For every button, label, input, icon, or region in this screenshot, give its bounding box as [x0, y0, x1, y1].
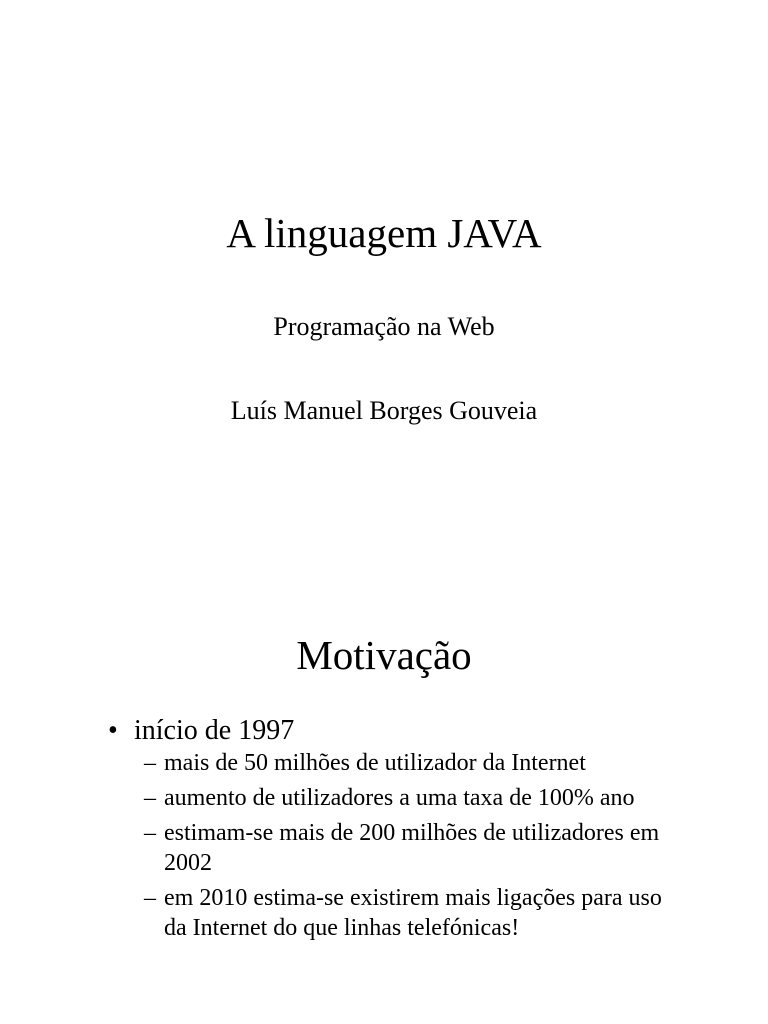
bullet-text: início de 1997 — [134, 715, 295, 746]
bullet-list — [108, 714, 668, 948]
sub-bullet-list — [144, 748, 678, 943]
sub-bullet-item — [144, 748, 664, 778]
sub-bullet-item — [144, 783, 664, 813]
slide-title: A linguagem JAVA — [226, 210, 542, 256]
section-title: Motivação — [296, 632, 472, 678]
dash-marker-icon: – — [144, 785, 156, 811]
author-name: Luís Manuel Borges Gouveia — [230, 396, 538, 425]
sub-bullet-text: em 2010 estima-se existirem mais ligações para uso da Internet do que linhas telefónicas! — [164, 885, 662, 941]
dash-marker-icon: – — [144, 820, 156, 846]
sub-bullet-text: mais de 50 milhões de utilizador da Internet — [164, 750, 586, 776]
bullet-marker-icon: • — [108, 715, 118, 746]
sub-bullet-item — [144, 818, 664, 878]
dash-marker-icon: – — [144, 750, 156, 776]
sub-bullet-text: estimam-se mais de 200 milhões de utilizadores em 2002 — [164, 820, 660, 876]
bullet-item — [108, 714, 668, 943]
slide-subtitle: Programação na Web — [273, 312, 495, 341]
dash-marker-icon: – — [144, 885, 156, 911]
sub-bullet-text: aumento de utilizadores a uma taxa de 100% ano — [164, 785, 635, 811]
sub-bullet-item — [144, 883, 664, 943]
